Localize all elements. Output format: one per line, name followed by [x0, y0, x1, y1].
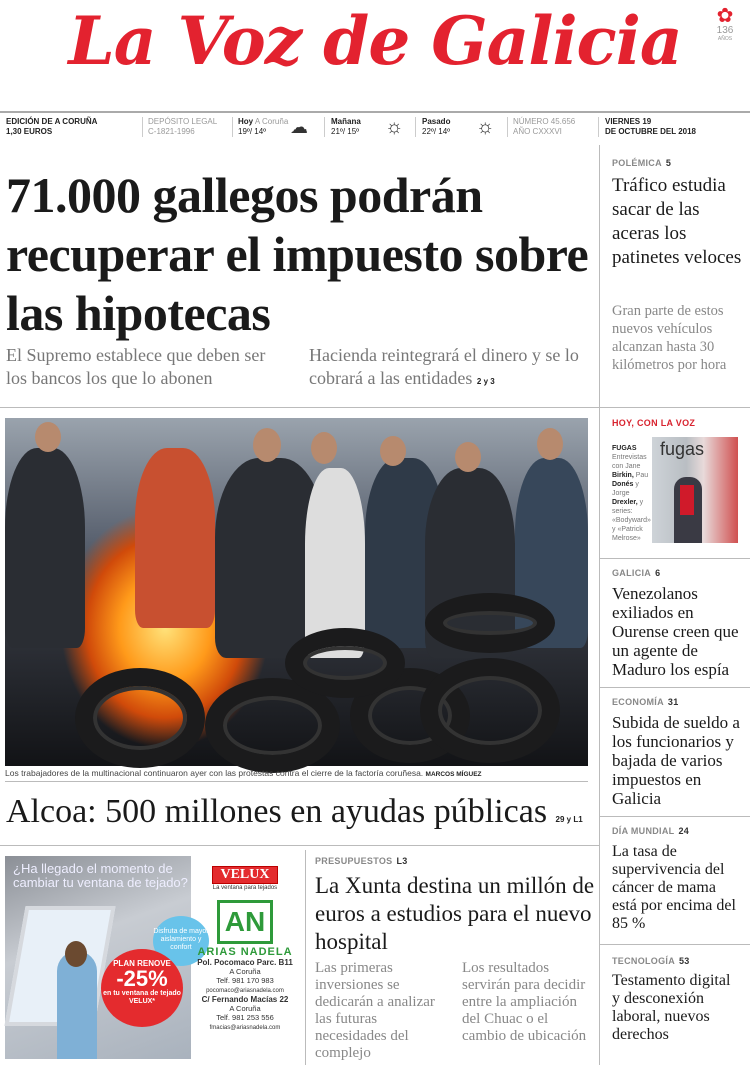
weather-place: A Coruña	[254, 117, 289, 126]
ad-dealer-info: VELUX La ventana para tejados AN ARIAS NADELA Pol. Pocomaco Parc. B11 A Coruña Telf. 981 170 983 pocomaco@ariasnadela.com C/ Fernando Macías 22 A Coruña Telf. 981 253 556 fmacias@ariasnadela.com	[195, 856, 295, 1032]
flower-icon: ✿	[716, 5, 734, 27]
date: VIERNES 19	[605, 117, 652, 126]
protest-photo[interactable]	[5, 418, 588, 766]
weather-day: Pasado	[422, 117, 451, 126]
kicker-polemica: POLÉMICA 5	[612, 158, 672, 168]
ad-discount-badge: PLAN RENOVE -25% en tu ventana de tejado VELUX*	[101, 949, 183, 1027]
deposit-value: C-1821-1996	[148, 127, 195, 136]
kicker-tecnologia: TECNOLOGÍA 53	[612, 956, 690, 966]
divider	[600, 816, 750, 817]
lead-subhead-1: El Supremo establece que deben ser los bancos los que lo abonen	[6, 345, 266, 388]
weather-day: Hoy	[238, 117, 254, 126]
velux-tagline: La ventana para tejados	[212, 885, 278, 891]
fugas-promo[interactable]: FUGAS Entrevistas con Jane Birkin, Pau Donés y Jorge Drexler, y series: «Bodyward» y «Patrick Melrose»	[612, 445, 651, 542]
velux-advertisement[interactable]	[5, 856, 295, 1059]
velux-logo: VELUX	[212, 866, 278, 884]
masthead	[0, 0, 750, 108]
fugas-cover-image[interactable]: fugas	[652, 437, 738, 543]
dia-mundial-headline[interactable]: La tasa de supervivencia del cáncer de mama está por encima del 85 %	[612, 843, 736, 932]
lead-subhead-2: Hacienda reintegrará el dinero y se lo cobrará a las entidades 2 y 3	[309, 345, 579, 388]
kicker-presupuestos: PRESUPUESTOS L3	[315, 856, 408, 866]
sun-icon: ☼	[385, 116, 404, 138]
photo-credit: MARCOS MÍGUEZ	[425, 771, 482, 778]
anniversary-badge	[708, 6, 742, 42]
divider	[600, 687, 750, 688]
alcoa-headline[interactable]: Alcoa: 500 millones en ayudas públicas 29 y L1	[6, 793, 583, 830]
page-ref: 2 y 3	[476, 377, 495, 386]
dealer-name: ARIAS NADELA	[197, 946, 293, 958]
ad-bubble: Disfruta de mayor aislamiento y confort	[153, 916, 209, 966]
weather-temps: 21º/ 15º	[331, 127, 360, 136]
divider	[0, 845, 600, 846]
date-year: DE OCTUBRE DEL 2018	[605, 127, 696, 136]
ad-image	[5, 856, 209, 1059]
divider	[5, 781, 588, 782]
polemica-headline[interactable]: Tráfico estudia sacar de las aceras los patinetes veloces	[612, 175, 742, 268]
economia-headline[interactable]: Subida de sueldo a los funcionarios y bajada de varios impuestos en Galicia	[612, 713, 740, 808]
hospital-col-2: Los resultados servirán para decidir entre la ampliación del Chuac o el cambio de ubicación	[462, 960, 587, 1044]
newspaper-logo[interactable]: La Voz de Galicia	[68, 2, 682, 80]
anniversary-label: AÑOS	[717, 36, 733, 42]
page-ref: 29 y L1	[555, 815, 583, 824]
hospital-col-1: Las primeras inversiones se dedicarán a analizar las futuras necesidades del complejo	[315, 960, 435, 1061]
issue-year: AÑO CXXXVI	[513, 127, 562, 136]
kicker-economia: ECONOMÍA 31	[612, 697, 679, 707]
divider	[600, 944, 750, 945]
tecnologia-headline[interactable]: Testamento digital y desconexión laboral, nuevos derechos	[612, 972, 731, 1043]
photo-caption: Los trabajadores de la multinacional continuaron ayer con las protestas contra el cierre de la factoría coruñesa. MARCOS MÍGUEZ	[5, 768, 482, 778]
weather-temps: 22º/ 14º	[422, 127, 451, 136]
cloud-sun-icon: ☁	[290, 117, 308, 137]
kicker-galicia: GALICIA 6	[612, 568, 661, 578]
column-divider	[305, 850, 306, 1065]
weather-temps: 19º/ 14º	[238, 127, 267, 136]
edition: EDICIÓN DE A CORUÑA	[6, 117, 98, 126]
lead-headline[interactable]: 71.000 gallegos podrán recuperar el impuesto sobre las hipotecas	[6, 167, 589, 341]
issue-number: NÚMERO 45.656	[513, 117, 576, 126]
divider	[600, 558, 750, 559]
sun-icon: ☼	[476, 116, 495, 138]
anniversary-number: 136	[716, 25, 734, 36]
divider	[0, 407, 750, 408]
info-bar	[0, 111, 750, 141]
kicker-hoy-con-la-voz: HOY, CON LA VOZ	[612, 418, 696, 428]
hospital-headline[interactable]: La Xunta destina un millón de euros a estudios para el nuevo hospital	[315, 873, 595, 954]
arias-nadela-logo: AN	[217, 900, 273, 944]
galicia-headline[interactable]: Venezolanos exiliados en Ourense creen que un agente de Maduro los espía	[612, 584, 739, 679]
polemica-summary: Gran parte de estos nuevos vehículos alcanzan hasta 30 kilómetros por hora	[612, 303, 727, 373]
ad-question: ¿Ha llegado el momento de cambiar tu ventana de tejado?	[13, 861, 188, 890]
weather-day: Mañana	[331, 117, 361, 126]
price: 1,30 EUROS	[6, 127, 53, 136]
deposit-label: DEPÓSITO LEGAL	[148, 117, 218, 126]
kicker-dia-mundial: DÍA MUNDIAL 24	[612, 826, 690, 836]
